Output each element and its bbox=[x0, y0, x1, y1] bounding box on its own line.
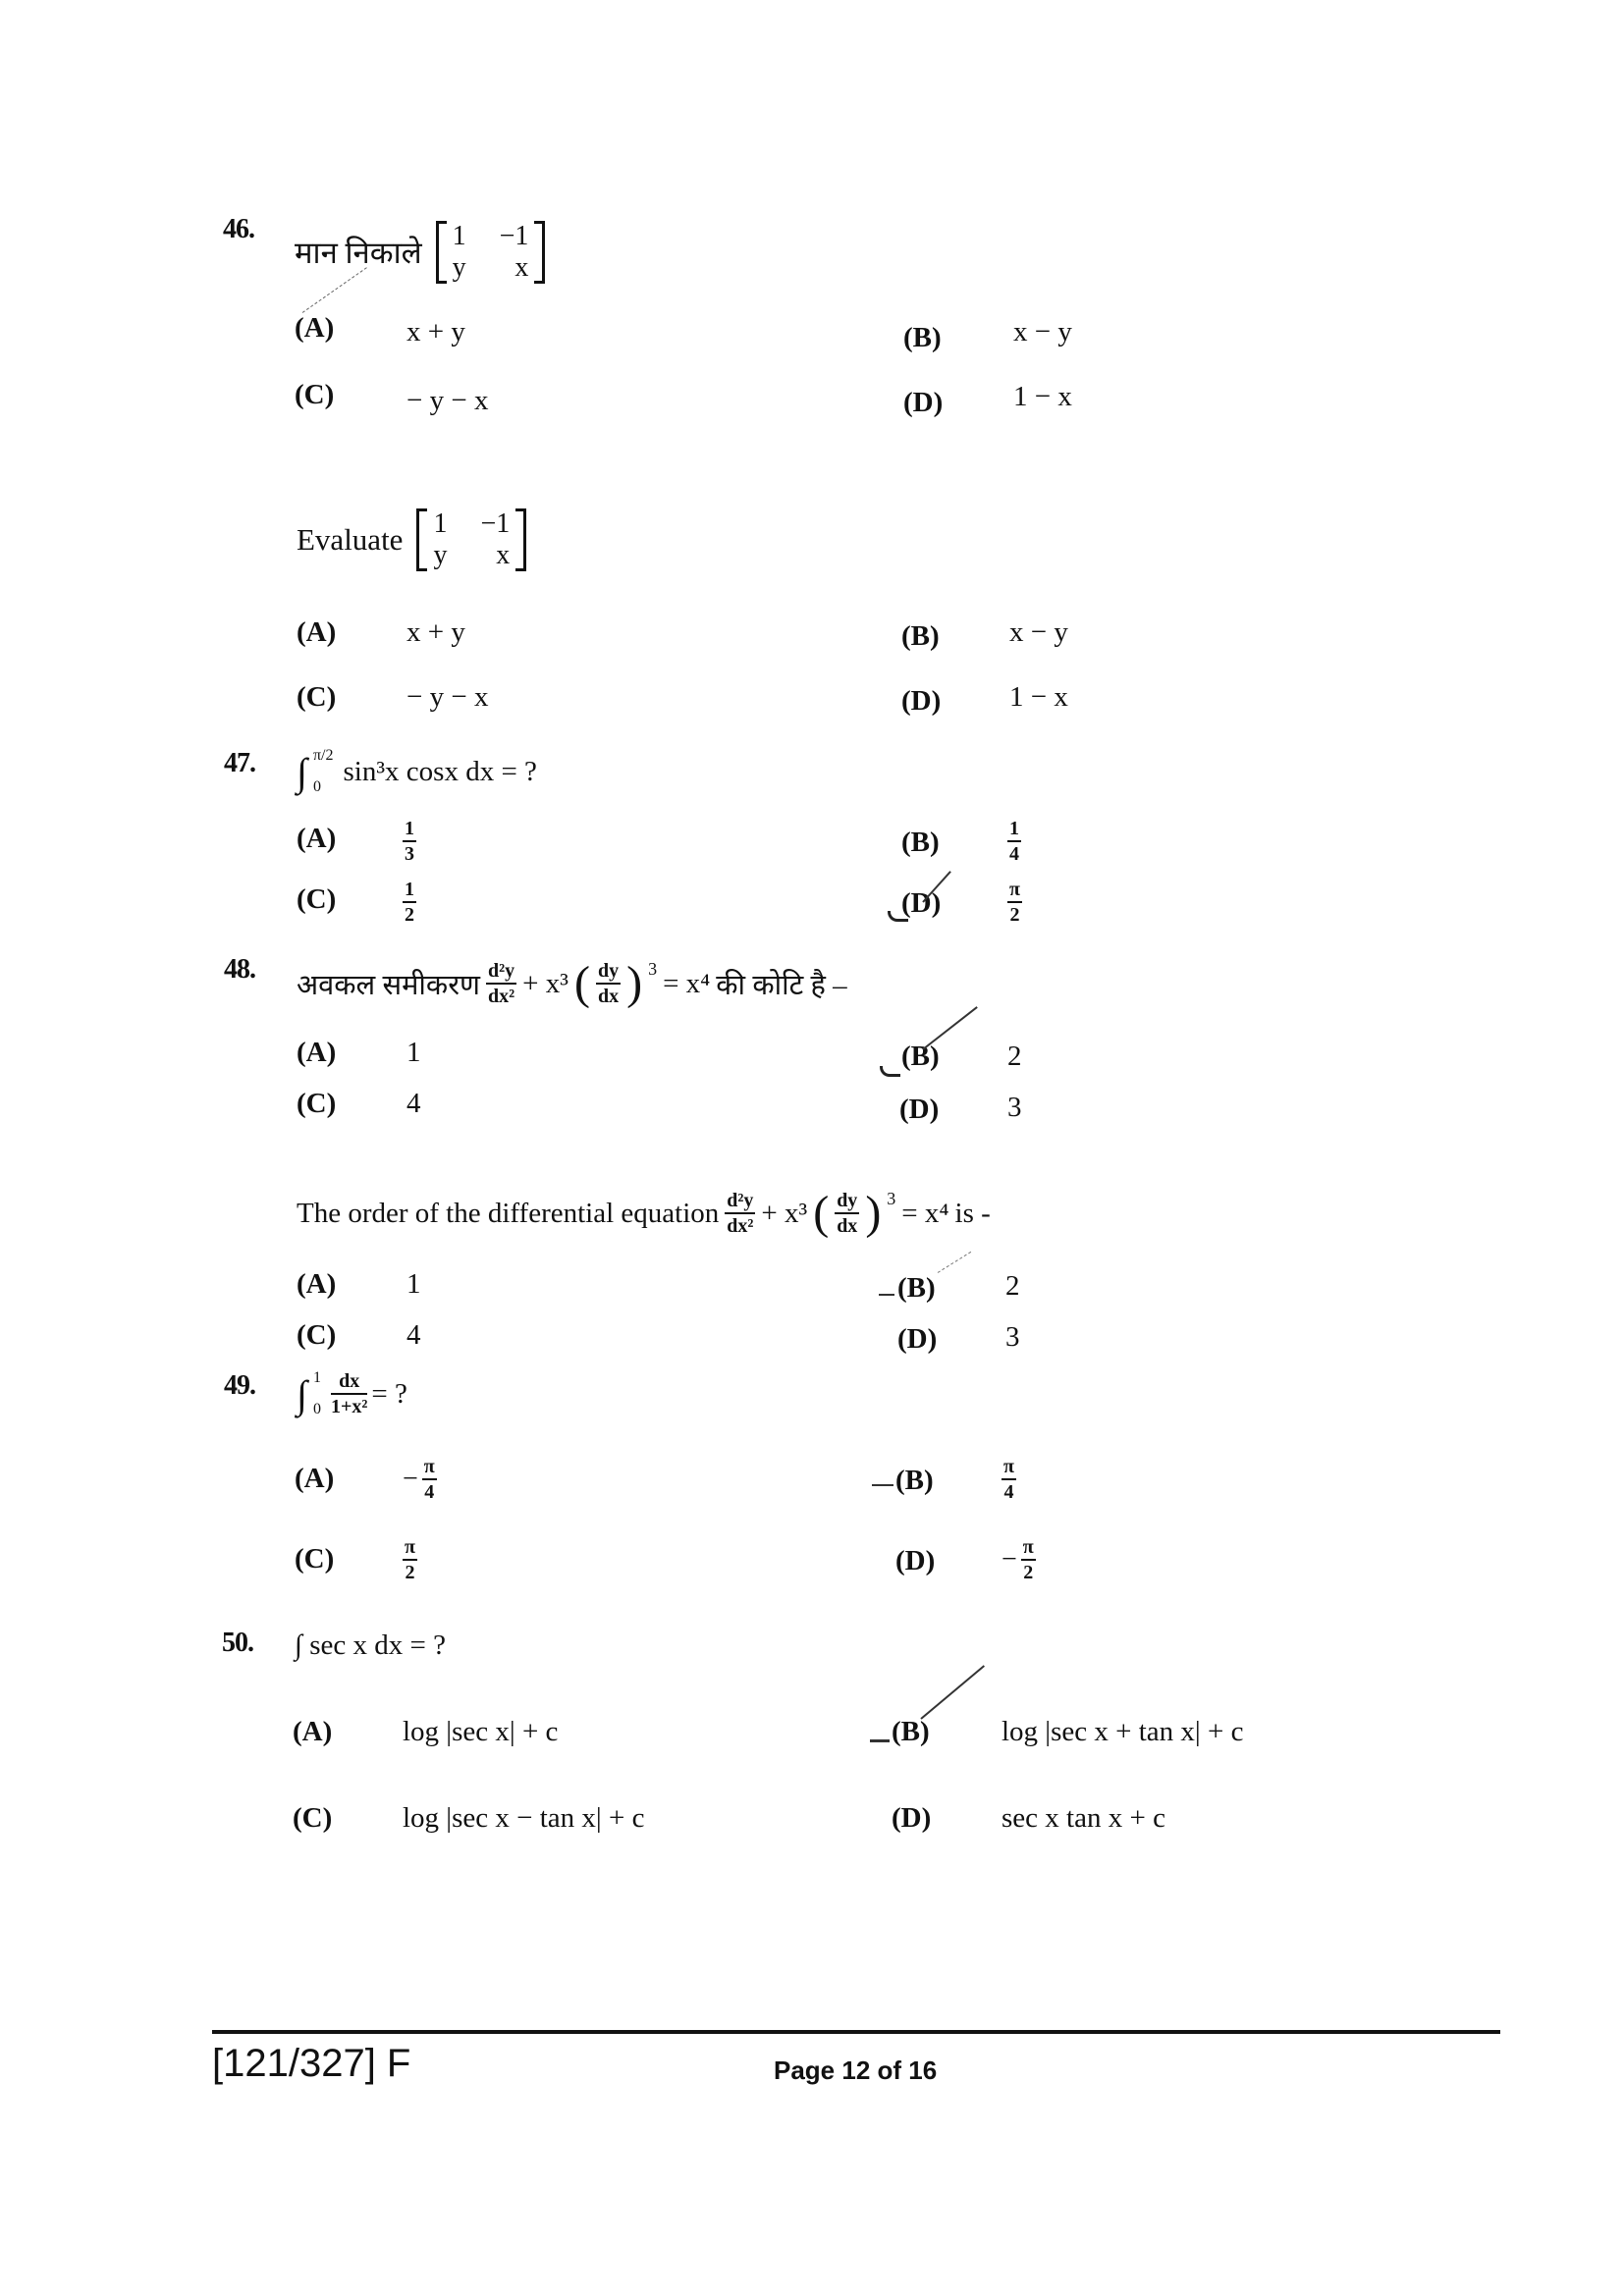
q47-option-c-label: (C) bbox=[297, 883, 337, 915]
footer-divider bbox=[212, 2030, 1500, 2034]
q46-english-stem bbox=[297, 508, 526, 571]
q46en-option-c-value: − y − x bbox=[406, 681, 489, 713]
q46-hindi-text: मान निकाले bbox=[295, 236, 422, 270]
eq-power: 3 bbox=[887, 1188, 896, 1208]
question-number-50: 50. bbox=[222, 1628, 253, 1658]
q49-option-d-label: (D) bbox=[895, 1545, 936, 1576]
matrix-cell: x bbox=[514, 252, 529, 283]
q46en-option-b-value: x − y bbox=[1009, 616, 1068, 648]
q46-matrix bbox=[436, 221, 546, 284]
q48-option-d-value: 3 bbox=[1007, 1092, 1022, 1123]
q48-option-d-label: (D) bbox=[899, 1094, 940, 1125]
pen-tick-icon bbox=[880, 1066, 900, 1077]
q47-option-a-value: 1 3 bbox=[405, 818, 414, 865]
q49-option-c-label: (C) bbox=[295, 1543, 335, 1575]
q47-integrand: sin³x cosx dx = ? bbox=[343, 755, 537, 787]
q46-option-a-label: (A) bbox=[295, 312, 335, 344]
eq-power: 3 bbox=[648, 958, 658, 979]
q47-stem bbox=[297, 748, 537, 795]
q47-option-c-value: 1 2 bbox=[405, 879, 414, 926]
q50-option-d-value: sec x tan x + c bbox=[1001, 1802, 1165, 1834]
q48-english-suffix: is - bbox=[954, 1197, 991, 1229]
question-number-49: 49. bbox=[224, 1370, 255, 1401]
q48en-option-a-label: (A) bbox=[297, 1268, 337, 1300]
pen-mark-line bbox=[879, 1294, 894, 1296]
q48en-option-b-value: 2 bbox=[1005, 1270, 1020, 1302]
question-number-46: 46. bbox=[223, 214, 254, 244]
q46en-option-a-value: x + y bbox=[406, 616, 465, 648]
q48-option-a-value: 1 bbox=[406, 1037, 421, 1068]
matrix-cell: 1 bbox=[433, 508, 448, 539]
q48en-option-b-label: (B) bbox=[897, 1272, 936, 1304]
q48-option-b-label: (B) bbox=[901, 1041, 940, 1072]
q48en-option-c-label: (C) bbox=[297, 1319, 337, 1351]
q48-option-c-label: (C) bbox=[297, 1088, 337, 1119]
pen-mark-line bbox=[938, 1252, 971, 1273]
q50-option-a-label: (A) bbox=[293, 1716, 333, 1747]
q47-option-d-label: (D) bbox=[901, 887, 942, 919]
q48-hindi-stem: अवकल समीकरण $\frac{\text{d²y}}{\text{dx²}}$ + x³ ( $\frac{dy}{dx}$ ) 3 = x⁴ की कोटि है – bbox=[297, 957, 847, 1009]
q46en-option-d-value: 1 − x bbox=[1009, 681, 1068, 713]
q47-option-b-label: (B) bbox=[901, 827, 940, 858]
q46-hindi-stem bbox=[295, 221, 545, 284]
q49-option-a-label: (A) bbox=[295, 1463, 335, 1494]
q49-rhs: = ? bbox=[371, 1377, 407, 1410]
pen-mark-line bbox=[922, 1006, 977, 1050]
q48en-option-a-value: 1 bbox=[406, 1268, 421, 1300]
q49-stem bbox=[297, 1370, 407, 1417]
q48-option-a-label: (A) bbox=[297, 1037, 337, 1068]
q49-option-a-value: − $\frac{\pi}{4}$ bbox=[403, 1456, 435, 1503]
q48-hindi-prefix: अवकल समीकरण bbox=[297, 969, 481, 1001]
q49-integrand: $\frac{dx}{\text{1+x²}}$ bbox=[330, 1370, 368, 1417]
matrix-right-bracket bbox=[534, 221, 545, 284]
paper-code: [121/327] F bbox=[212, 2042, 411, 2085]
q50-stem: ∫ sec x dx = ? bbox=[295, 1629, 446, 1661]
eq-term: + x³ bbox=[761, 1197, 808, 1229]
lower-limit: 0 bbox=[312, 1401, 321, 1417]
integral-sign-icon: ∫ bbox=[297, 1371, 307, 1416]
q47-option-b-value: 1 4 bbox=[1009, 818, 1019, 865]
q46-option-b-label: (B) bbox=[903, 322, 942, 353]
q48-option-c-value: 4 bbox=[406, 1088, 421, 1119]
pen-mark-line bbox=[920, 1665, 985, 1720]
q50-option-b-label: (B) bbox=[892, 1716, 930, 1747]
integral-limits bbox=[313, 748, 334, 795]
matrix-cell: y bbox=[452, 252, 466, 283]
q47-option-d-value: π 2 bbox=[1009, 879, 1020, 926]
matrix-right-bracket bbox=[515, 508, 526, 571]
matrix-cell: x bbox=[496, 540, 511, 570]
q47-option-a-label: (A) bbox=[297, 823, 337, 854]
q46-english-text: Evaluate bbox=[297, 522, 404, 557]
q46en-option-a-label: (A) bbox=[297, 616, 337, 648]
matrix-cell: y bbox=[433, 540, 448, 570]
q46-option-a-value: x + y bbox=[406, 316, 465, 347]
pen-mark-line bbox=[872, 1484, 893, 1486]
integral-sign-icon: ∫ bbox=[297, 749, 307, 794]
upper-limit: π/2 bbox=[312, 747, 334, 764]
q46en-option-d-label: (D) bbox=[901, 685, 942, 717]
q49-option-b-value: $\frac{\pi}{4}$ bbox=[1003, 1456, 1014, 1503]
eq-term: + x³ bbox=[522, 967, 568, 999]
second-derivative: $\frac{\text{d²y}}{\text{dx²}}$ bbox=[727, 1190, 754, 1237]
matrix-cell: 1 bbox=[452, 221, 466, 251]
q48en-option-d-value: 3 bbox=[1005, 1321, 1020, 1353]
matrix-cell: −1 bbox=[480, 508, 511, 539]
question-number-47: 47. bbox=[224, 748, 255, 778]
q46-option-d-value: 1 − x bbox=[1013, 381, 1072, 412]
matrix-cell: −1 bbox=[499, 221, 529, 251]
q48en-option-c-value: 4 bbox=[406, 1319, 421, 1351]
q46-matrix-en bbox=[416, 508, 526, 571]
pen-tick-icon bbox=[888, 911, 908, 922]
q50-option-a-value: log |sec x| + c bbox=[403, 1716, 559, 1747]
eq-rhs: = x⁴ bbox=[663, 967, 711, 999]
eq-rhs: = x⁴ bbox=[901, 1197, 949, 1229]
q48en-option-d-label: (D) bbox=[897, 1323, 938, 1355]
q48-hindi-suffix: की कोटि है – bbox=[716, 969, 847, 1001]
q49-option-b-label: (B) bbox=[895, 1465, 934, 1496]
second-derivative: $\frac{\text{d²y}}{\text{dx²}}$ bbox=[488, 960, 515, 1007]
lower-limit: 0 bbox=[312, 778, 321, 795]
q50-option-c-label: (C) bbox=[293, 1802, 333, 1834]
q46en-option-c-label: (C) bbox=[297, 681, 337, 713]
q49-option-d-value: − $\frac{\pi}{2}$ bbox=[1001, 1536, 1034, 1583]
question-number-48: 48. bbox=[224, 954, 255, 985]
integral-limits bbox=[313, 1370, 321, 1417]
page-number: Page 12 of 16 bbox=[774, 2056, 938, 2085]
q48-english-stem: The order of the differential equation $\frac{\text{d²y}}{\text{dx²}}$ + x³ ( $\frac{dy}{dx}$ ) 3 = x⁴ is - bbox=[297, 1187, 991, 1239]
first-derivative: $\frac{dy}{dx}$ bbox=[597, 960, 620, 1007]
q50-option-c-value: log |sec x − tan x| + c bbox=[403, 1802, 645, 1834]
q46-option-c-value: − y − x bbox=[406, 385, 489, 416]
q46-option-b-value: x − y bbox=[1013, 316, 1072, 347]
first-derivative: $\frac{dy}{dx}$ bbox=[837, 1190, 858, 1237]
q50-option-b-value: log |sec x + tan x| + c bbox=[1001, 1716, 1244, 1747]
q50-option-d-label: (D) bbox=[892, 1802, 932, 1834]
q46-option-d-label: (D) bbox=[903, 387, 944, 418]
matrix-left-bracket bbox=[416, 508, 427, 571]
q46en-option-b-label: (B) bbox=[901, 620, 940, 652]
q48-option-b-value: 2 bbox=[1007, 1041, 1022, 1072]
pen-mark-line bbox=[870, 1739, 890, 1742]
q48-english-prefix: The order of the differential equation bbox=[297, 1197, 720, 1229]
q49-option-c-value: $\frac{\pi}{2}$ bbox=[405, 1536, 415, 1583]
upper-limit: 1 bbox=[312, 1369, 321, 1386]
q46-option-c-label: (C) bbox=[295, 379, 335, 410]
matrix-left-bracket bbox=[436, 221, 447, 284]
